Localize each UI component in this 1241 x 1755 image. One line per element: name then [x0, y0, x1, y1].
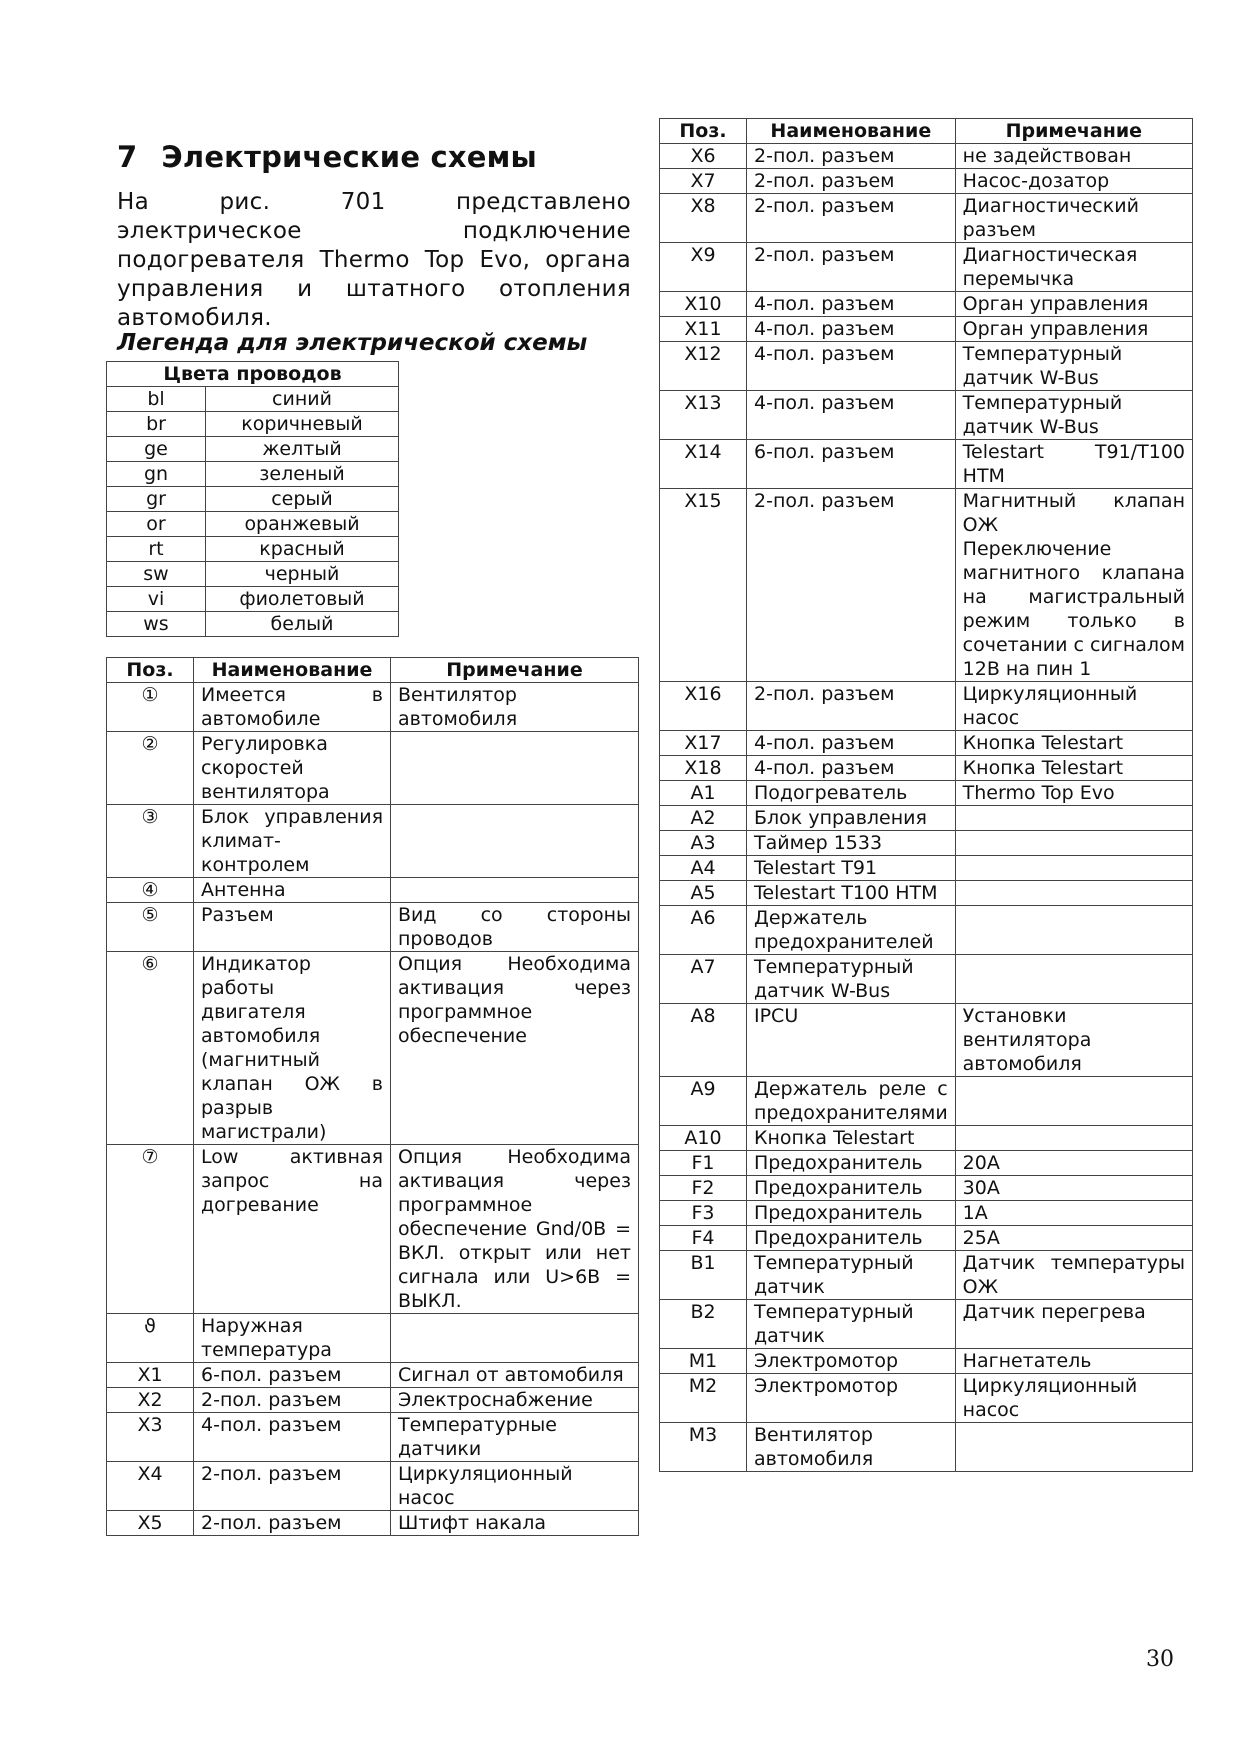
wire-color-name: желтый — [206, 437, 399, 462]
row-note-cell — [391, 1462, 639, 1511]
row-position: A3 — [660, 831, 747, 856]
row-note: Электроснабжение — [398, 1389, 593, 1411]
table-row — [107, 683, 639, 732]
row-name: 2-пол. разъем — [747, 489, 956, 682]
table-row — [660, 756, 1193, 781]
row-note: 1A — [962, 1202, 988, 1224]
row-name: 2-пол. разъем — [194, 1511, 391, 1536]
wire-colors-table — [106, 361, 399, 637]
table-row — [107, 1363, 639, 1388]
table-row — [660, 955, 1193, 1004]
row-name: Температурный датчик W-Bus — [747, 955, 956, 1004]
row-note-cell — [955, 391, 1192, 440]
row-note-cell — [955, 1423, 1192, 1472]
row-note-cell — [955, 682, 1192, 731]
row-note: Кнопка Telestart — [962, 732, 1124, 754]
row-position: A9 — [660, 1077, 747, 1126]
wire-color-code: gr — [107, 487, 206, 512]
row-note-extra: Переключение магнитного клапана на магистральный режим только в сочетании с сигналом 12В на пин 1 — [962, 538, 1185, 680]
wire-color-row — [107, 437, 399, 462]
row-note: Сигнал от автомобиля — [398, 1364, 624, 1386]
row-position: M1 — [660, 1349, 747, 1374]
row-note: Орган управления — [962, 293, 1149, 315]
row-note-cell — [955, 831, 1192, 856]
row-note: Датчик перегрева — [962, 1301, 1146, 1323]
row-name: 4-пол. разъем — [747, 317, 956, 342]
table-row — [660, 169, 1193, 194]
wire-color-name: синий — [206, 387, 399, 412]
row-position: X4 — [107, 1462, 194, 1511]
wire-color-row — [107, 462, 399, 487]
row-note-cell — [391, 805, 639, 878]
row-position: B1 — [660, 1251, 747, 1300]
row-note: Температурные датчики — [398, 1414, 557, 1460]
wire-color-name: фиолетовый — [206, 587, 399, 612]
row-position: X6 — [660, 144, 747, 169]
row-note: Штифт накала — [398, 1512, 547, 1534]
row-note: Установки вентилятора автомобиля — [962, 1005, 1092, 1075]
col-header-note: Примечание — [391, 658, 639, 683]
wire-color-row — [107, 537, 399, 562]
row-note: 30A — [962, 1177, 1000, 1199]
wire-color-code: vi — [107, 587, 206, 612]
row-name: 2-пол. разъем — [747, 194, 956, 243]
wire-color-code: gn — [107, 462, 206, 487]
row-note-cell — [391, 1363, 639, 1388]
table-row — [107, 878, 639, 903]
section-title: Электрические схемы — [161, 140, 537, 174]
table-row — [660, 489, 1193, 682]
row-position: A4 — [660, 856, 747, 881]
row-name: Предохранитель — [747, 1176, 956, 1201]
row-name: Температурный датчик — [747, 1300, 956, 1349]
row-note: Thermo Top Evo — [962, 782, 1115, 804]
row-note-cell — [955, 194, 1192, 243]
wire-color-name: зеленый — [206, 462, 399, 487]
row-note-cell — [391, 903, 639, 952]
wire-colors-header: Цвета проводов — [107, 362, 399, 387]
row-position: X1 — [107, 1363, 194, 1388]
table-row — [660, 1176, 1193, 1201]
row-note: Telestart T91/T100 HTM — [962, 441, 1185, 487]
row-position: X7 — [660, 169, 747, 194]
row-name: Таймер 1533 — [747, 831, 956, 856]
row-name: 2-пол. разъем — [194, 1388, 391, 1413]
row-name: Индикатор работы двигателя автомобиля (магнитный клапан ОЖ в разрыв магистрали) — [194, 952, 391, 1145]
wire-color-row — [107, 587, 399, 612]
table-row — [660, 1201, 1193, 1226]
col-header-name: Наименование — [747, 119, 956, 144]
row-position: X10 — [660, 292, 747, 317]
table-row — [660, 881, 1193, 906]
row-name: 4-пол. разъем — [194, 1413, 391, 1462]
row-position: M3 — [660, 1423, 747, 1472]
row-name: 6-пол. разъем — [194, 1363, 391, 1388]
row-position: A1 — [660, 781, 747, 806]
table-row — [660, 1077, 1193, 1126]
table-row — [660, 144, 1193, 169]
row-name: 2-пол. разъем — [747, 243, 956, 292]
row-note-cell — [955, 1151, 1192, 1176]
row-name: Антенна — [194, 878, 391, 903]
row-note-cell — [391, 683, 639, 732]
row-note: не задействован — [962, 145, 1132, 167]
wire-color-row — [107, 487, 399, 512]
table-row — [660, 1300, 1193, 1349]
row-position: ϑ — [107, 1314, 194, 1363]
row-note: Диагностический разъем — [962, 195, 1139, 241]
table-row — [660, 682, 1193, 731]
table-row — [107, 903, 639, 952]
wire-color-code: bl — [107, 387, 206, 412]
table-row — [660, 1004, 1193, 1077]
row-name: 4-пол. разъем — [747, 391, 956, 440]
row-position: A2 — [660, 806, 747, 831]
row-name: Разъем — [194, 903, 391, 952]
row-note-cell — [391, 1145, 639, 1314]
row-name: Telestart T100 HTM — [747, 881, 956, 906]
row-note-cell — [955, 1176, 1192, 1201]
intro-paragraph: На рис. 701 представлено электрическое подключение подогревателя Thermo Top Evo, органа управления и штатного отопления автомобиля. — [117, 189, 631, 331]
row-note-cell — [955, 144, 1192, 169]
row-position: A8 — [660, 1004, 747, 1077]
row-name: Предохранитель — [747, 1226, 956, 1251]
table-row — [660, 1349, 1193, 1374]
row-position: F4 — [660, 1226, 747, 1251]
row-position: F3 — [660, 1201, 747, 1226]
table-row — [107, 1413, 639, 1462]
table-row — [660, 1374, 1193, 1423]
row-position: B2 — [660, 1300, 747, 1349]
section-heading — [117, 140, 537, 174]
row-position: X15 — [660, 489, 747, 682]
row-note: Вентилятор автомобиля — [398, 684, 518, 730]
table-row — [660, 440, 1193, 489]
row-note: Циркуляционный насос — [962, 1375, 1138, 1421]
row-note: Опция Необходима активация через программное обеспечение Gnd/0В = ВКЛ. открыт или нет сигнала или U>6В = ВЫКЛ. — [398, 1146, 631, 1312]
row-name: Low активная запрос на догревание — [194, 1145, 391, 1314]
components-right-body — [660, 144, 1193, 1472]
table-row — [660, 317, 1193, 342]
table-row — [660, 906, 1193, 955]
row-note: 20A — [962, 1152, 1000, 1174]
col-header-note: Примечание — [955, 119, 1192, 144]
row-name: Температурный датчик — [747, 1251, 956, 1300]
row-note-cell — [955, 906, 1192, 955]
row-name: Имеется в автомобиле — [194, 683, 391, 732]
row-note-cell — [391, 1511, 639, 1536]
table-row — [660, 1126, 1193, 1151]
row-note-cell — [955, 1251, 1192, 1300]
row-position: X5 — [107, 1511, 194, 1536]
row-name: Блок управления — [747, 806, 956, 831]
wire-color-name: серый — [206, 487, 399, 512]
table-row — [660, 243, 1193, 292]
wire-color-row — [107, 562, 399, 587]
row-note-cell — [955, 731, 1192, 756]
row-name: Электромотор — [747, 1349, 956, 1374]
row-note-cell — [955, 1226, 1192, 1251]
row-note: Нагнетатель — [962, 1350, 1092, 1372]
row-name: Предохранитель — [747, 1201, 956, 1226]
row-note: Кнопка Telestart — [962, 757, 1124, 779]
row-position: ① — [107, 683, 194, 732]
row-note-cell — [955, 1300, 1192, 1349]
table-row — [660, 292, 1193, 317]
row-note: Температурный датчик W-Bus — [962, 343, 1123, 389]
table-row — [660, 1423, 1193, 1472]
col-header-pos: Поз. — [107, 658, 194, 683]
row-position: ⑦ — [107, 1145, 194, 1314]
table-row — [107, 732, 639, 805]
row-position: X11 — [660, 317, 747, 342]
row-name: 2-пол. разъем — [747, 144, 956, 169]
col-header-pos: Поз. — [660, 119, 747, 144]
wire-color-code: rt — [107, 537, 206, 562]
section-number: 7 — [117, 140, 138, 174]
table-row — [107, 1511, 639, 1536]
row-position: A7 — [660, 955, 747, 1004]
row-position: ④ — [107, 878, 194, 903]
table-row — [660, 194, 1193, 243]
table-row — [660, 731, 1193, 756]
wire-color-row — [107, 387, 399, 412]
row-position: M2 — [660, 1374, 747, 1423]
table-row — [107, 1462, 639, 1511]
row-note: Циркуляционный насос — [962, 683, 1138, 729]
row-note-cell — [391, 878, 639, 903]
wire-color-row — [107, 612, 399, 637]
row-name: 2-пол. разъем — [194, 1462, 391, 1511]
wire-color-code: ws — [107, 612, 206, 637]
row-name: Держатель предохранителей — [747, 906, 956, 955]
wire-color-name: белый — [206, 612, 399, 637]
wire-colors-body — [107, 387, 399, 637]
row-name: Держатель реле с предохранителями — [747, 1077, 956, 1126]
row-name: Кнопка Telestart — [747, 1126, 956, 1151]
row-name: 4-пол. разъем — [747, 731, 956, 756]
row-note: 25A — [962, 1227, 1000, 1249]
row-note-cell — [955, 440, 1192, 489]
components-table-left — [106, 657, 639, 1536]
components-table-right — [659, 118, 1193, 1472]
row-name: 6-пол. разъем — [747, 440, 956, 489]
wire-color-name: коричневый — [206, 412, 399, 437]
row-note-cell — [955, 955, 1192, 1004]
col-header-name: Наименование — [194, 658, 391, 683]
wire-color-name: черный — [206, 562, 399, 587]
row-note-cell — [955, 342, 1192, 391]
row-position: A5 — [660, 881, 747, 906]
row-position: X14 — [660, 440, 747, 489]
row-name: Электромотор — [747, 1374, 956, 1423]
row-note-cell — [391, 732, 639, 805]
row-note-cell — [391, 1388, 639, 1413]
row-position: X13 — [660, 391, 747, 440]
row-note-cell — [955, 1374, 1192, 1423]
row-note-cell — [955, 781, 1192, 806]
row-name: Наружная температура — [194, 1314, 391, 1363]
table-row — [660, 1226, 1193, 1251]
row-note-cell — [955, 169, 1192, 194]
row-position: X8 — [660, 194, 747, 243]
row-position: X17 — [660, 731, 747, 756]
wire-color-name: красный — [206, 537, 399, 562]
wire-color-code: ge — [107, 437, 206, 462]
row-position: X9 — [660, 243, 747, 292]
table-row — [660, 806, 1193, 831]
row-note-cell — [955, 317, 1192, 342]
table-row — [107, 805, 639, 878]
row-name: 4-пол. разъем — [747, 292, 956, 317]
row-note: Температурный датчик W-Bus — [962, 392, 1123, 438]
row-name: Регулировка скоростей вентилятора — [194, 732, 391, 805]
row-note: Опция Необходима активация через программное обеспечение — [398, 953, 631, 1047]
table-row — [660, 1151, 1193, 1176]
row-note-cell — [955, 756, 1192, 781]
row-name: Блок управления климат-контролем — [194, 805, 391, 878]
row-note-cell — [955, 1349, 1192, 1374]
row-name: IPCU — [747, 1004, 956, 1077]
row-position: ⑤ — [107, 903, 194, 952]
row-note-cell — [955, 1004, 1192, 1077]
row-position: ⑥ — [107, 952, 194, 1145]
row-position: F2 — [660, 1176, 747, 1201]
row-note-cell — [391, 1413, 639, 1462]
row-name: Вентилятор автомобиля — [747, 1423, 956, 1472]
row-position: X18 — [660, 756, 747, 781]
table-row — [107, 1145, 639, 1314]
wire-color-row — [107, 512, 399, 537]
wire-color-code: sw — [107, 562, 206, 587]
row-note-cell — [955, 1126, 1192, 1151]
wire-color-row — [107, 412, 399, 437]
wire-color-name: оранжевый — [206, 512, 399, 537]
row-note: Циркуляционный насос — [398, 1463, 573, 1509]
row-note: Диагностическая перемычка — [962, 244, 1138, 290]
row-note: Датчик температуры ОЖ — [962, 1252, 1185, 1298]
table-row — [107, 1314, 639, 1363]
row-position: X3 — [107, 1413, 194, 1462]
row-position: A6 — [660, 906, 747, 955]
row-position: X12 — [660, 342, 747, 391]
row-position: X2 — [107, 1388, 194, 1413]
row-note-cell — [955, 881, 1192, 906]
row-note: Орган управления — [962, 318, 1149, 340]
table-row — [660, 391, 1193, 440]
table-row — [660, 781, 1193, 806]
row-note: Насос-дозатор — [962, 170, 1110, 192]
wire-color-code: or — [107, 512, 206, 537]
row-name: 4-пол. разъем — [747, 342, 956, 391]
table-row — [660, 1251, 1193, 1300]
row-position: X16 — [660, 682, 747, 731]
row-note-cell — [391, 1314, 639, 1363]
table-row — [660, 342, 1193, 391]
row-note-cell — [391, 952, 639, 1145]
row-note-cell — [955, 292, 1192, 317]
wire-color-code: br — [107, 412, 206, 437]
table-row — [107, 1388, 639, 1413]
row-name: 2-пол. разъем — [747, 169, 956, 194]
row-note-cell — [955, 856, 1192, 881]
row-note-cell — [955, 806, 1192, 831]
row-note: Вид со стороны проводов — [398, 904, 631, 950]
table-row — [660, 831, 1193, 856]
row-name: Подогреватель — [747, 781, 956, 806]
row-note-cell — [955, 1077, 1192, 1126]
row-position: ③ — [107, 805, 194, 878]
row-name: 2-пол. разъем — [747, 682, 956, 731]
row-note-cell — [955, 1201, 1192, 1226]
table-row — [660, 856, 1193, 881]
legend-title: Легенда для электрической схемы — [117, 330, 588, 356]
row-position: A10 — [660, 1126, 747, 1151]
row-name: 4-пол. разъем — [747, 756, 956, 781]
row-note: Магнитный клапан ОЖ — [962, 490, 1185, 536]
table-row — [107, 952, 639, 1145]
row-name: Telestart T91 — [747, 856, 956, 881]
page-number: 30 — [1146, 1647, 1174, 1672]
row-name: Предохранитель — [747, 1151, 956, 1176]
row-position: F1 — [660, 1151, 747, 1176]
row-note-cell — [955, 489, 1192, 682]
row-note-cell — [955, 243, 1192, 292]
components-left-body — [107, 683, 639, 1536]
row-position: ② — [107, 732, 194, 805]
